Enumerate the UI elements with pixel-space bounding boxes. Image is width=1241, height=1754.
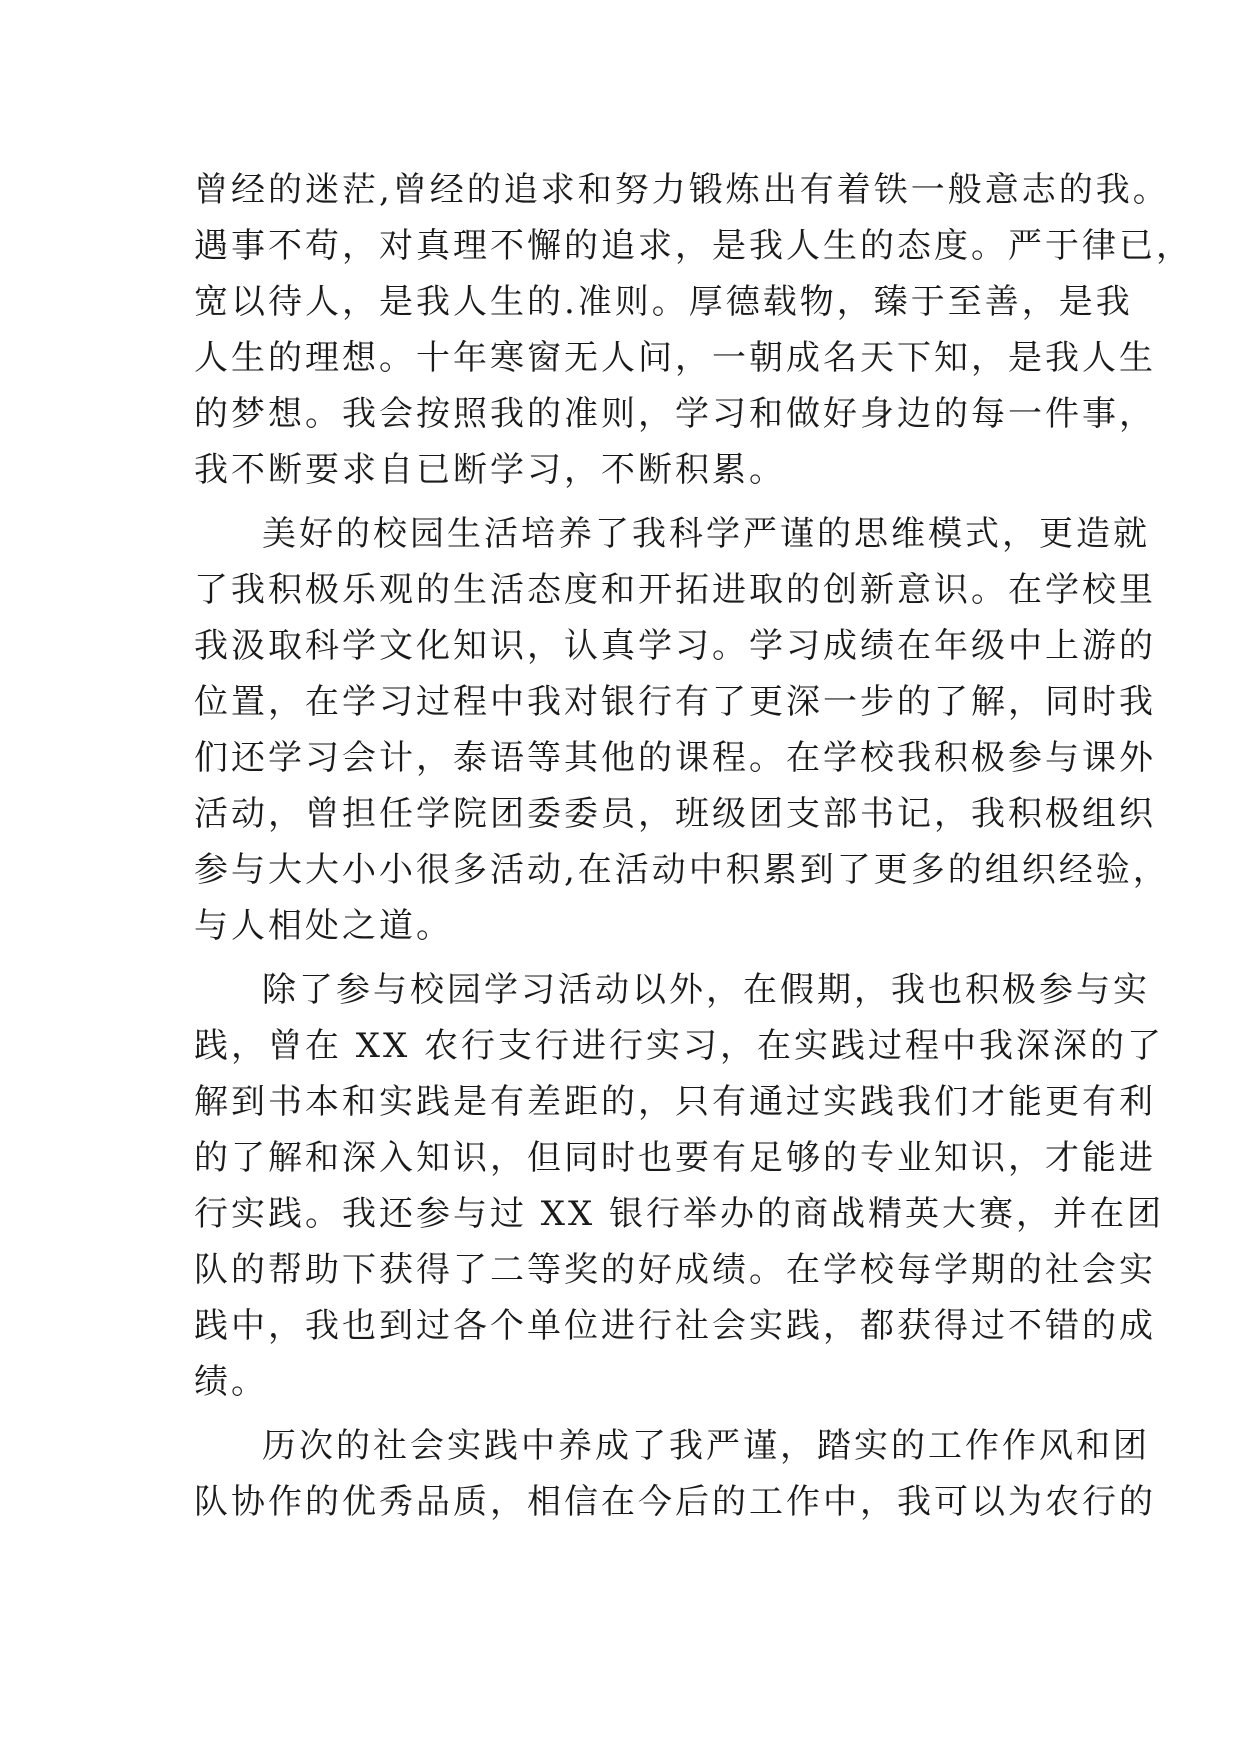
text-line: 参与大大小小很多活动,在活动中积累到了更多的组织经验， xyxy=(194,850,1170,890)
paragraph-spacer xyxy=(194,954,1094,962)
paragraph-spacer xyxy=(194,1410,1094,1418)
text-line: 宽以待人，是我人生的.准则。厚德载物，臻于至善，是我 xyxy=(194,282,1133,322)
paragraph-1 xyxy=(194,162,1193,498)
text-line: 解到书本和实践是有差距的，只有通过实践我们才能更有利 xyxy=(194,1082,1156,1122)
text-line: 我不断要求自已断学习，不断积累。 xyxy=(194,450,786,490)
text-line: 了我积极乐观的生活态度和开拓进取的创新意识。在学校里 xyxy=(194,570,1156,610)
paragraph-4 xyxy=(194,1418,1156,1530)
text-line: 的了解和深入知识，但同时也要有足够的专业知识，才能进 xyxy=(194,1138,1156,1178)
text-line: 位置，在学习过程中我对银行有了更深一步的了解，同时我 xyxy=(194,682,1156,722)
text-line: 践中，我也到过各个单位进行社会实践，都获得过不错的成 xyxy=(194,1306,1156,1346)
paragraph-2 xyxy=(194,506,1170,954)
text-line: 与人相处之道。 xyxy=(194,906,453,946)
text-line: 活动，曾担任学院团委委员，班级团支部书记，我积极组织 xyxy=(194,794,1156,834)
text-line: 除了参与校园学习活动以外，在假期，我也积极参与实 xyxy=(262,970,1150,1010)
text-line: 践，曾在 XX 农行支行进行实习，在实践过程中我深深的了 xyxy=(194,1026,1165,1066)
text-line: 美好的校园生活培养了我科学严谨的思维模式，更造就 xyxy=(262,514,1150,554)
text-line: 队协作的优秀品质，相信在今后的工作中，我可以为农行的 xyxy=(194,1482,1156,1522)
text-line: 人生的理想。十年寒窗无人问，一朝成名天下知，是我人生 xyxy=(194,338,1156,378)
text-line: 队的帮助下获得了二等奖的好成绩。在学校每学期的社会实 xyxy=(194,1250,1156,1290)
document-body xyxy=(194,162,1193,1530)
text-line: 绩。 xyxy=(194,1362,268,1402)
text-line: 们还学习会计，泰语等其他的课程。在学校我积极参与课外 xyxy=(194,738,1156,778)
text-line: 历次的社会实践中养成了我严谨，踏实的工作作风和团 xyxy=(262,1426,1150,1466)
paragraph-spacer xyxy=(194,498,1094,506)
text-line: 曾经的迷茫,曾经的追求和努力锻炼出有着铁一般意志的我。 xyxy=(194,170,1170,210)
text-line: 的梦想。我会按照我的准则，学习和做好身边的每一件事， xyxy=(194,394,1156,434)
paragraph-3 xyxy=(194,962,1165,1410)
text-line: 行实践。我还参与过 XX 银行举办的商战精英大赛，并在团 xyxy=(194,1194,1165,1234)
text-line: 遇事不苟，对真理不懈的追求，是我人生的态度。严于律已， xyxy=(194,226,1193,266)
text-line: 我汲取科学文化知识，认真学习。学习成绩在年级中上游的 xyxy=(194,626,1156,666)
